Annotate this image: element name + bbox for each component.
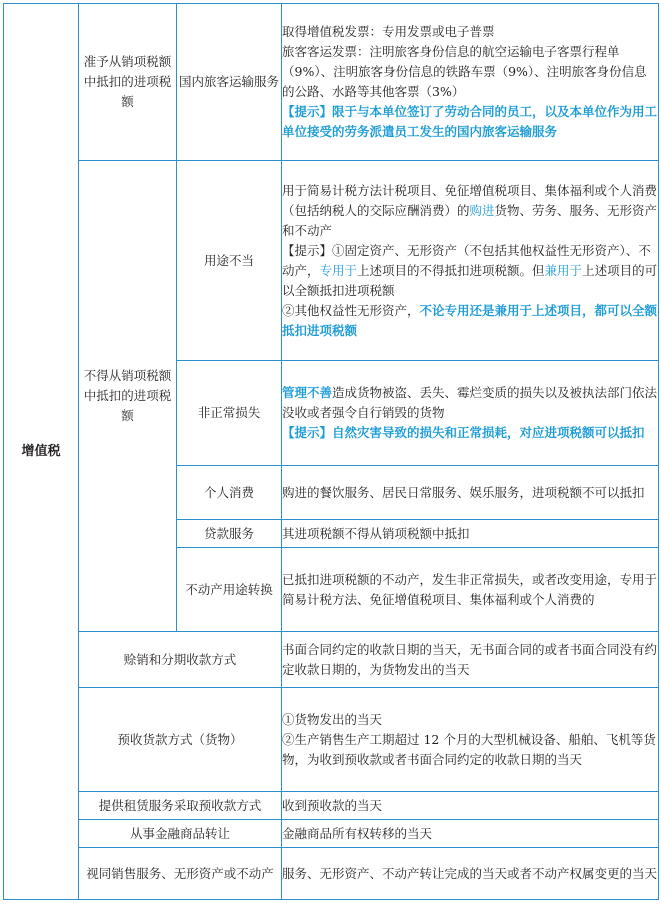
desc-line: 旅客客运发票：注明旅客身份信息的航空运输电子客票行程单（9%）、注明旅客身份信息的铁路车票（9%）、注明旅客身份信息的公路、水路等其他客票（3%） (282, 44, 647, 99)
label-advance-goods (79, 688, 282, 792)
desc-property-change (282, 548, 659, 632)
sub-label: 个人消费 (203, 484, 254, 500)
desc-paragraph (282, 181, 658, 241)
row-label: 预收货款方式（货物） (117, 731, 243, 747)
category-label: 不得从销项税额中抵扣的进项税额 (83, 368, 172, 423)
desc-financial (282, 820, 659, 848)
label-financial (79, 820, 282, 848)
highlight-run: 专用于 (319, 262, 358, 278)
desc-paragraph (282, 383, 658, 423)
desc-text: 已抵扣进项税额的不动产，发生非正常损失，或者改变用途，专用于简易计税方法、免征增值税项目、集体福利或个人消费的 (282, 571, 658, 607)
sub-abnormal-loss (177, 361, 282, 466)
sub-personal (177, 466, 282, 520)
table-row (4, 688, 659, 792)
desc-deemed-sales (282, 848, 659, 900)
sub-label: 国内旅客运输服务 (178, 74, 279, 89)
sub-domestic-transport (177, 4, 282, 161)
category-nondeductible (79, 161, 177, 632)
desc-paragraph (282, 301, 658, 341)
sub-label: 非正常损失 (197, 405, 261, 420)
desc-line: 取得增值税发票：专用发票或电子普票 (282, 24, 495, 39)
category-label: 准予从销项税额中抵扣的进项税额 (83, 54, 172, 109)
desc-text: 其进项税额不得从销项税额中抵扣 (282, 525, 470, 541)
row-label: 从事金融商品转让 (129, 825, 230, 841)
text-run: 货物、劳务、服务、无形资产和不动产 (282, 202, 658, 238)
tip-text: 【提示】自然灾害导致的损失和正常损耗，对应进项税额可以抵扣 (282, 425, 645, 440)
table-row (4, 820, 659, 848)
category-deductible (79, 4, 177, 161)
row-label: 视同销售服务、无形资产或不动产 (86, 865, 274, 881)
sub-improper-use (177, 161, 282, 361)
desc-loan (282, 520, 659, 548)
label-deemed-sales (79, 848, 282, 900)
row-label: 赊销和分期收款方式 (123, 651, 237, 667)
highlight-run: 购进 (469, 202, 495, 218)
desc-leasing (282, 792, 659, 820)
tip-text: 【提示】限于与本单位签订了劳动合同的员工，以及本单位作为用工单位接受的劳务派遣员工发生的国内旅客运输服务 (282, 104, 658, 139)
highlight-run: 不论专用还是兼用于上述项目，都可以全额抵扣进项税额 (282, 302, 658, 338)
table-row (4, 4, 659, 161)
sub-label: 不动产用途转换 (185, 581, 273, 597)
text-run: ②其他权益性无形资产， (282, 302, 420, 318)
desc-line: ①货物发出的当天 (282, 711, 383, 727)
sub-property-change (177, 548, 282, 632)
highlight-run: 管理不善 (282, 385, 333, 400)
tax-name-cell (4, 4, 79, 900)
text-run: 用于简易计税方法计税项目、免征增值税项目、集体福利或个人消费（包括纳税人的交际应酬消费）的 (282, 182, 658, 218)
desc-text: 服务、无形资产、不动产转让完成的当天或者不动产权属变更的当天 (282, 865, 658, 881)
desc-text: 书面合同约定的收款日期的当天，无书面合同的或者书面合同没有约定收款日期的，为货物发出的当天 (282, 641, 658, 677)
desc-text: 购进的餐饮服务、居民日常服务、娱乐服务，进项税额不可以抵扣 (282, 484, 645, 500)
desc-domestic-transport (282, 4, 659, 161)
sub-label: 用途不当 (203, 252, 254, 268)
sub-loan (177, 520, 282, 548)
highlight-run: 兼用于 (544, 262, 583, 278)
desc-paragraph (282, 241, 658, 301)
table-row (4, 792, 659, 820)
text-run: 造成货物被盗、丢失、霉烂变质的损失以及被执法部门依法没收或者强令自行销毁的货物 (282, 385, 658, 420)
desc-credit-sales (282, 632, 659, 688)
sub-label: 贷款服务 (203, 525, 254, 541)
label-credit-sales (79, 632, 282, 688)
desc-improper-use (282, 161, 659, 361)
row-label: 提供租赁服务采取预收款方式 (98, 797, 262, 813)
desc-personal (282, 466, 659, 520)
label-leasing (79, 792, 282, 820)
text-run: 上述项目的可以全额抵扣进项税额 (282, 262, 658, 298)
text-run: 【提示】①固定资产、无形资产（不包括其他权益性无形资产）、不动产， (282, 242, 651, 278)
tax-name: 增值税 (21, 443, 61, 459)
text-run: 上述项目的不得抵扣进项税额。但 (357, 262, 545, 278)
table-row (4, 848, 659, 900)
desc-advance-goods (282, 688, 659, 792)
desc-abnormal-loss (282, 361, 659, 466)
table-row (4, 632, 659, 688)
desc-text: 收到预收款的当天 (282, 797, 383, 813)
desc-text: 金融商品所有权转移的当天 (282, 825, 433, 841)
table-row (4, 161, 659, 361)
vat-table (3, 3, 659, 900)
desc-line: ②生产销售生产工期超过 12 个月的大型机械设备、船舶、飞机等货物，为收到预收款或者书面合同约定的收款日期的当天 (282, 731, 656, 767)
